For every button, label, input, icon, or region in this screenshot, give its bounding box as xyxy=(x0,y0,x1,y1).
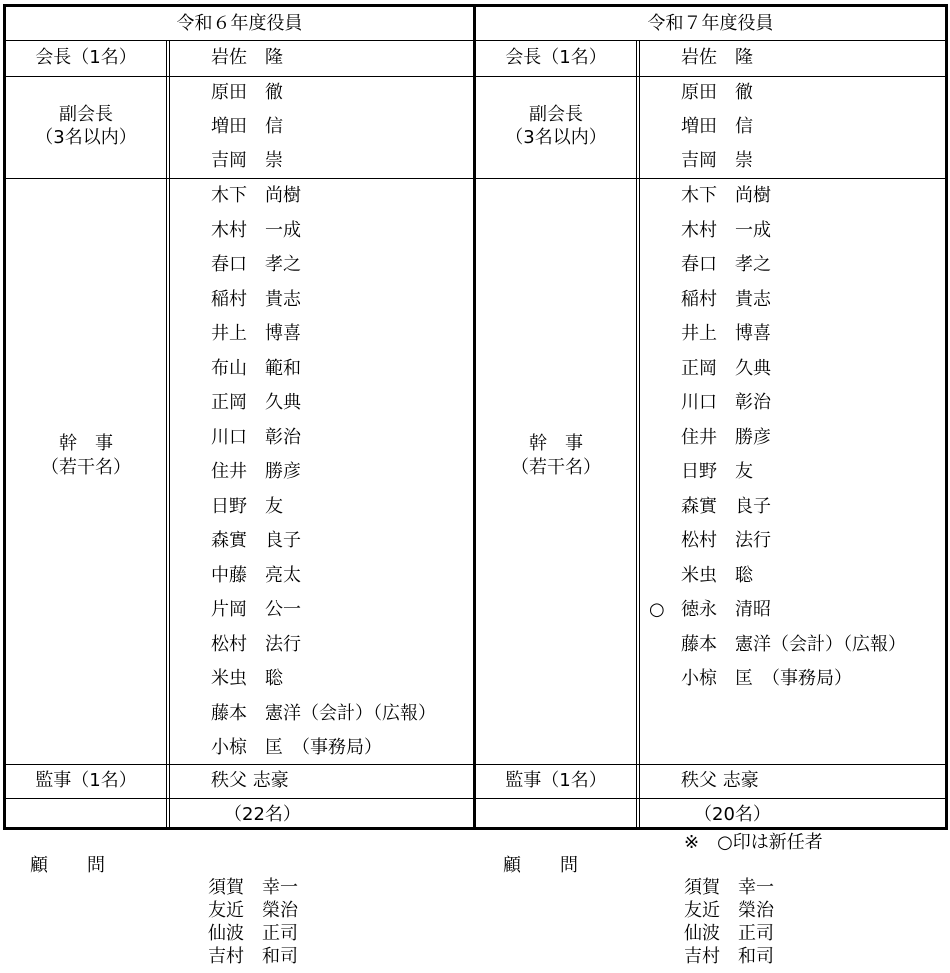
advisors-label: 顧 問 xyxy=(30,855,106,876)
president-label: 会長（1名） xyxy=(35,47,137,68)
total-count: （20名） xyxy=(694,804,771,825)
auditor-label: 監事（1名） xyxy=(35,770,137,791)
vp-limit-label: （3名以内） xyxy=(505,127,607,148)
secretary-name: 中藤 亮太 xyxy=(211,564,301,586)
secretary-name: 木村 一成 xyxy=(211,219,301,241)
vp-label: 副会長 xyxy=(59,104,113,125)
secretary-name: 松村 法行 xyxy=(681,530,771,551)
secretary-name: 川口 彰治 xyxy=(681,392,771,413)
advisor-name: 須賀 幸一 xyxy=(208,877,298,898)
auditor-name: 秩父 志豪 xyxy=(681,770,759,791)
secretary-count-label: （若干名） xyxy=(511,457,601,478)
secretary-name: 井上 博喜 xyxy=(211,323,301,344)
advisor-name: 友近 榮治 xyxy=(208,900,298,921)
secretary-label: 幹 事 xyxy=(59,433,113,454)
secretary-name: 正岡 久典 xyxy=(681,357,771,379)
secretary-name: 米虫 聡 xyxy=(211,668,283,689)
secretary-name: 日野 友 xyxy=(211,495,283,517)
secretary-name: 稲村 貴志 xyxy=(211,288,301,310)
table-title: 令和７年度役員 xyxy=(476,7,945,41)
president-label: 会長（1名） xyxy=(505,47,607,68)
vp-limit-label: （3名以内） xyxy=(35,127,137,148)
advisors-list xyxy=(684,876,774,968)
advisor-name: 須賀 幸一 xyxy=(684,877,774,898)
secretary-name: 日野 友 xyxy=(681,461,753,482)
secretary-name: 小椋 匡 （事務局） xyxy=(211,737,382,758)
new-member-note: ※ ○印は新任者 xyxy=(684,832,823,853)
column-divider xyxy=(166,40,170,827)
secretary-name: 住井 勝彦 xyxy=(211,461,301,482)
advisor-name: 吉村 和司 xyxy=(684,946,774,967)
secretary-count-label: （若干名） xyxy=(41,457,131,478)
secretary-name: 藤本 憲洋（会計）（広報） xyxy=(681,633,906,655)
advisor-name: 吉村 和司 xyxy=(208,946,298,967)
advisors-label: 顧 問 xyxy=(503,855,579,876)
secretary-name: 井上 博喜 xyxy=(681,323,771,344)
table-title: 令和６年度役員 xyxy=(6,7,473,41)
advisor-name: 仙波 正司 xyxy=(684,923,774,944)
secretary-name: 森實 良子 xyxy=(681,495,771,517)
secretary-name: 徳永 清昭 xyxy=(681,599,771,620)
total-count: （22名） xyxy=(224,804,301,825)
secretary-name: 布山 範和 xyxy=(211,357,301,379)
vp-name: 原田 徹 xyxy=(681,82,753,103)
advisor-name: 友近 榮治 xyxy=(684,900,774,921)
secretary-name: 春口 孝之 xyxy=(211,254,301,275)
secretary-name: 木下 尚樹 xyxy=(681,185,771,206)
secretary-name: 片岡 公一 xyxy=(211,599,301,620)
secretary-name: 住井 勝彦 xyxy=(681,426,771,448)
column-divider xyxy=(636,40,640,827)
auditor-label: 監事（1名） xyxy=(505,770,607,791)
advisors-list xyxy=(208,876,298,968)
secretary-name: 春口 孝之 xyxy=(681,254,771,275)
vp-name: 増田 信 xyxy=(211,116,283,137)
secretary-name: 藤本 憲洋（会計）（広報） xyxy=(211,702,436,724)
president-name: 岩佐 隆 xyxy=(681,47,753,68)
vp-name: 増田 信 xyxy=(681,116,753,137)
vp-label: 副会長 xyxy=(529,104,583,125)
secretary-label: 幹 事 xyxy=(529,433,583,454)
vp-name: 原田 徹 xyxy=(211,82,283,103)
secretary-name: 川口 彰治 xyxy=(211,426,301,448)
secretary-name: 木下 尚樹 xyxy=(211,185,301,206)
vp-name: 吉岡 崇 xyxy=(211,150,283,171)
secretary-name: 米虫 聡 xyxy=(681,564,753,586)
advisor-name: 仙波 正司 xyxy=(208,923,298,944)
secretary-name: 正岡 久典 xyxy=(211,392,301,413)
secretary-name: 小椋 匡 （事務局） xyxy=(681,668,852,689)
president-name: 岩佐 隆 xyxy=(211,47,283,68)
secretary-name: 松村 法行 xyxy=(211,633,301,655)
vp-name: 吉岡 崇 xyxy=(681,150,753,171)
secretary-name: 木村 一成 xyxy=(681,219,771,241)
secretary-name: 森實 良子 xyxy=(211,530,301,551)
new-member-mark: ○ xyxy=(649,599,665,620)
auditor-name: 秩父 志豪 xyxy=(211,770,289,791)
roster-table-r7 xyxy=(476,4,948,830)
secretary-name: 稲村 貴志 xyxy=(681,288,771,310)
roster-table-r6 xyxy=(3,4,476,830)
